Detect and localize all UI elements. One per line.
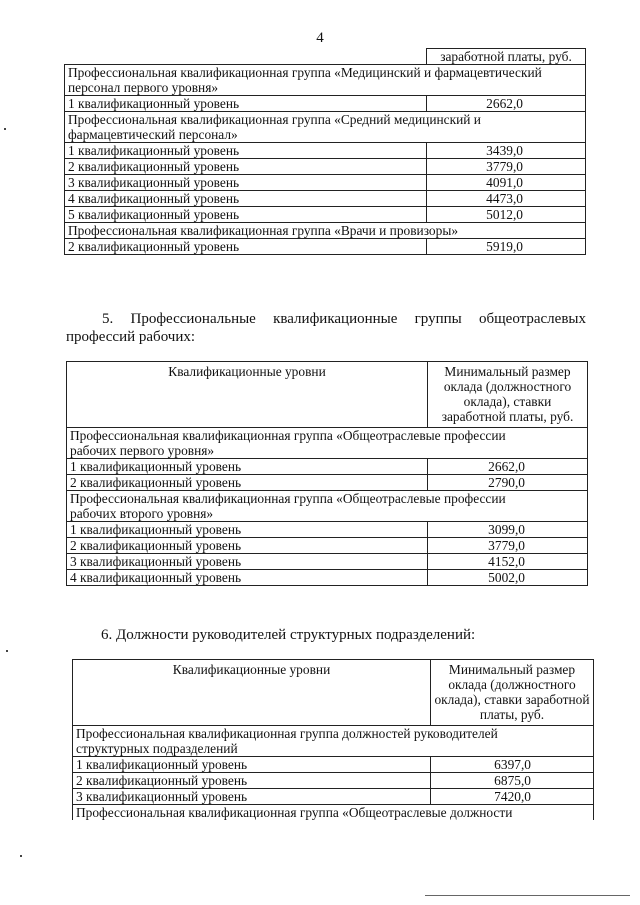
level-cell: 1 квалификационный уровень [67, 522, 428, 538]
salary-cell: 3439,0 [427, 143, 586, 159]
level-cell: 2 квалификационный уровень [65, 159, 427, 175]
salary-table-medical [64, 48, 586, 255]
group-title: Профессиональная квалификационная группа «Средний медицинский и фармацевтический персонал» [65, 112, 586, 143]
scan-mark [6, 650, 8, 652]
table-row [67, 570, 588, 586]
table-row [65, 191, 586, 207]
header-salary-cell: Минимальный размер оклада (должностного оклада), ставки заработной платы, руб. [431, 660, 594, 726]
level-cell: 3 квалификационный уровень [67, 554, 428, 570]
header-levels-cell: Квалификационные уровни [67, 362, 428, 428]
scan-line [425, 895, 630, 896]
table-row [73, 773, 594, 789]
table-row [67, 554, 588, 570]
table-row [67, 475, 588, 491]
table-row [73, 789, 594, 805]
salary-cell: 4152,0 [428, 554, 588, 570]
group-row [65, 223, 586, 239]
table-row [67, 459, 588, 475]
table-row [65, 175, 586, 191]
table-row [65, 239, 586, 255]
table-row [65, 96, 586, 112]
salary-table-managers [72, 659, 594, 820]
group-title: Профессиональная квалификационная группа «Медицинский и фармацевтический персонал первого уровня» [65, 65, 586, 96]
table-header-row [65, 49, 586, 65]
salary-cell: 5002,0 [428, 570, 588, 586]
level-cell: 3 квалификационный уровень [65, 175, 427, 191]
table-row [67, 522, 588, 538]
level-cell: 1 квалификационный уровень [65, 143, 427, 159]
salary-cell: 2662,0 [427, 96, 586, 112]
group-row [67, 491, 588, 522]
group-row [73, 726, 594, 757]
salary-cell: 5012,0 [427, 207, 586, 223]
salary-cell: 3779,0 [427, 159, 586, 175]
group-title: Профессиональная квалификационная группа «Общеотраслевые профессии рабочих первого уровня» [67, 428, 588, 459]
level-cell: 2 квалификационный уровень [73, 773, 431, 789]
header-levels-cell: Квалификационные уровни [73, 660, 431, 726]
scan-mark [20, 855, 22, 857]
group-row [65, 65, 586, 96]
salary-cell: 4473,0 [427, 191, 586, 207]
table-row [65, 159, 586, 175]
page-number: 4 [316, 30, 324, 46]
section-6-heading: 6. Должности руководителей структурных подразделений: [101, 627, 476, 643]
salary-table-workers [66, 361, 588, 586]
level-cell: 2 квалификационный уровень [67, 475, 428, 491]
group-title: Профессиональная квалификационная группа должностей руководителей структурных подразделений [73, 726, 594, 757]
group-title: Профессиональная квалификационная группа «Общеотраслевые профессии рабочих второго уровня» [67, 491, 588, 522]
salary-cell: 7420,0 [431, 789, 594, 805]
salary-cell: 5919,0 [427, 239, 586, 255]
salary-cell: 4091,0 [427, 175, 586, 191]
level-cell: 2 квалификационный уровень [67, 538, 428, 554]
scan-mark [4, 128, 6, 130]
table-row [67, 538, 588, 554]
group-title: Профессиональная квалификационная группа «Врачи и провизоры» [65, 223, 586, 239]
table-row [73, 757, 594, 773]
section-5-heading: 5. Профессиональные квалификационные группы общеотраслевых профессий рабочих: [66, 311, 586, 345]
table-header-row [67, 362, 588, 428]
salary-cell: 3099,0 [428, 522, 588, 538]
salary-cell: 6875,0 [431, 773, 594, 789]
level-cell: 4 квалификационный уровень [65, 191, 427, 207]
salary-cell: 2662,0 [428, 459, 588, 475]
table-row [65, 207, 586, 223]
header-empty-cell [65, 49, 427, 65]
level-cell: 1 квалификационный уровень [65, 96, 427, 112]
table-row [65, 143, 586, 159]
level-cell: 1 квалификационный уровень [73, 757, 431, 773]
level-cell: 2 квалификационный уровень [65, 239, 427, 255]
salary-cell: 2790,0 [428, 475, 588, 491]
group-row [65, 112, 586, 143]
group-row [73, 805, 594, 821]
salary-cell: 3779,0 [428, 538, 588, 554]
group-row [67, 428, 588, 459]
level-cell: 5 квалификационный уровень [65, 207, 427, 223]
level-cell: 3 квалификационный уровень [73, 789, 431, 805]
header-salary-cell: Минимальный размер оклада (должностного оклада), ставки заработной платы, руб. [428, 362, 588, 428]
level-cell: 4 квалификационный уровень [67, 570, 428, 586]
salary-cell: 6397,0 [431, 757, 594, 773]
level-cell: 1 квалификационный уровень [67, 459, 428, 475]
table-header-row [73, 660, 594, 726]
group-title: Профессиональная квалификационная группа «Общеотраслевые должности [73, 805, 594, 821]
header-salary-cell: заработной платы, руб. [427, 49, 586, 65]
